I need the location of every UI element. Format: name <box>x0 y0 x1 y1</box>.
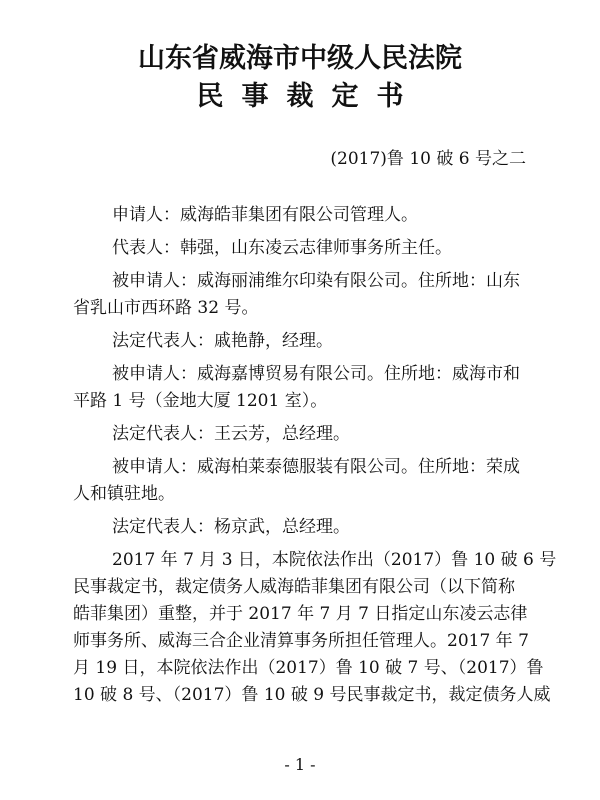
respondent-1-address-line: 省乳山市西环路 32 号。 <box>73 298 259 318</box>
body-paragraph-line: 10 破 8 号、（2017）鲁 10 破 9 号民事裁定书，裁定债务人威 <box>73 685 551 705</box>
body-paragraph-line: 2017 年 7 月 3 日，本院依法作出（2017）鲁 10 破 6 号 <box>112 550 557 570</box>
legal-rep-3-line: 法定代表人：杨京武，总经理。 <box>112 517 350 537</box>
respondent-3-line: 被申请人：威海柏莱泰德服装有限公司。住所地：荣成 <box>112 457 520 477</box>
respondent-1-line: 被申请人：威海丽浦维尔印染有限公司。住所地：山东 <box>112 271 520 291</box>
court-name: 山东省威海市中级人民法院 <box>138 43 462 74</box>
body-paragraph-line: 师事务所、威海三合企业清算事务所担任管理人。2017 年 7 <box>73 631 529 651</box>
representative-line: 代表人：韩强，山东凌云志律师事务所主任。 <box>112 238 452 258</box>
legal-rep-2-line: 法定代表人：王云芳，总经理。 <box>112 424 350 444</box>
case-number: (2017)鲁 10 破 6 号之二 <box>330 149 526 169</box>
body-paragraph-line: 月 19 日，本院依法作出（2017）鲁 10 破 7 号、（2017）鲁 <box>73 658 544 678</box>
body-paragraph-line: 皓菲集团）重整，并于 2017 年 7 月 7 日指定山东凌云志律 <box>73 604 528 624</box>
body-paragraph-line: 民事裁定书，裁定债务人威海皓菲集团有限公司（以下简称 <box>73 577 515 597</box>
respondent-2-address-line: 平路 1 号（金地大厦 1201 室）。 <box>73 391 328 411</box>
applicant-line: 申请人：威海皓菲集团有限公司管理人。 <box>112 205 418 225</box>
respondent-2-line: 被申请人：威海嘉博贸易有限公司。住所地：威海市和 <box>112 364 520 384</box>
legal-rep-1-line: 法定代表人：戚艳静，经理。 <box>112 331 333 351</box>
respondent-3-address-line: 人和镇驻地。 <box>73 484 175 504</box>
page-number: - 1 - <box>284 755 316 774</box>
document-title: 民事裁定书 <box>196 81 422 112</box>
